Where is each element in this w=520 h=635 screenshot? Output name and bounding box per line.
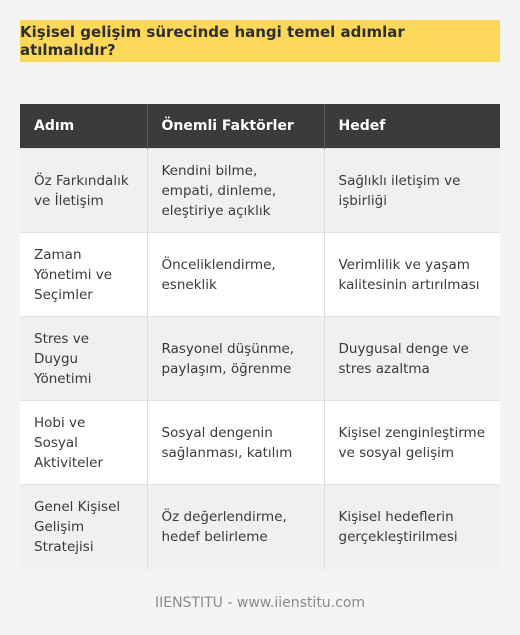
cell-step: Hobi ve Sosyal Aktiviteler	[20, 401, 147, 485]
cell-step: Stres ve Duygu Yönetimi	[20, 317, 147, 401]
cell-goal: Sağlıklı iletişim ve işbirliği	[324, 149, 500, 233]
cell-goal: Verimlilik ve yaşam kalitesinin artırılması	[324, 233, 500, 317]
cell-factors: Sosyal dengenin sağlanması, katılım	[147, 401, 324, 485]
cell-factors: Rasyonel düşünme, paylaşım, öğrenme	[147, 317, 324, 401]
cell-goal: Kişisel zenginleştirme ve sosyal gelişim	[324, 401, 500, 485]
footer-credit: IIENSTITU - www.iienstitu.com	[154, 595, 366, 611]
table-row	[20, 401, 500, 485]
cell-step: Zaman Yönetimi ve Seçimler	[20, 233, 147, 317]
cell-factors: Öz değerlendirme, hedef belirleme	[147, 485, 324, 569]
cell-step: Öz Farkındalık ve İletişim	[20, 149, 147, 233]
cell-goal: Duygusal denge ve stres azaltma	[324, 317, 500, 401]
table-row	[20, 485, 500, 569]
header-factors: Önemli Faktörler	[147, 104, 324, 149]
cell-step: Genel Kişisel Gelişim Stratejisi	[20, 485, 147, 569]
cell-factors: Önceliklendirme, esneklik	[147, 233, 324, 317]
cell-factors: Kendini bilme, empati, dinleme, eleştiriye açıklık	[147, 149, 324, 233]
steps-table	[20, 104, 500, 569]
header-step: Adım	[20, 104, 147, 149]
header-goal: Hedef	[324, 104, 500, 149]
table-row	[20, 233, 500, 317]
page-title: Kişisel gelişim sürecinde hangi temel adımlar atılmalıdır?	[20, 20, 500, 62]
table-row	[20, 149, 500, 233]
table-row	[20, 317, 500, 401]
table-header-row	[20, 104, 500, 149]
cell-goal: Kişisel hedeflerin gerçekleştirilmesi	[324, 485, 500, 569]
